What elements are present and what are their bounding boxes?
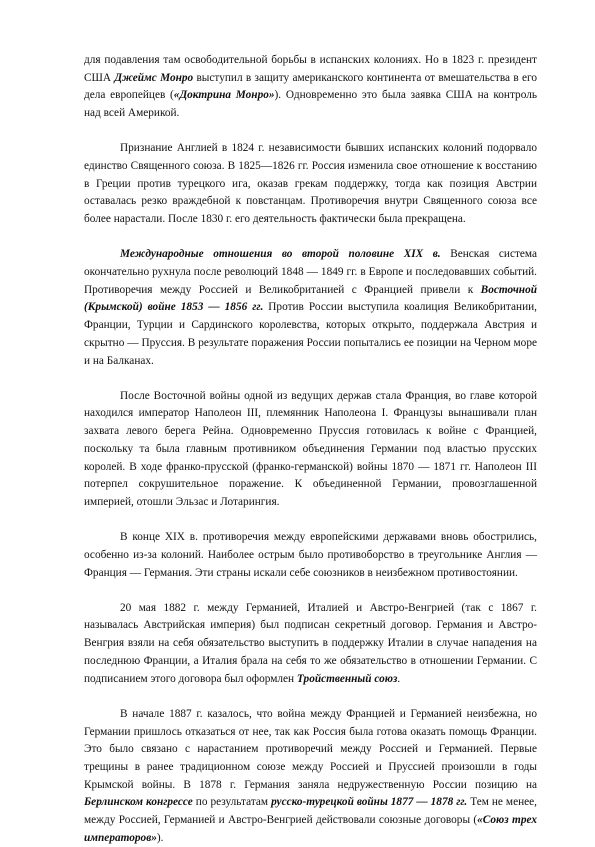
paragraph-text: 20 мая 1882 г. между Германией, Италией и Австро-Венгрией (так с 1867 г. называлась Австрийская империя) был подписан секретный договор. Германия и Австро-Венгрия взяли на себя обязательство выступить в поддержку Италии в случае нападения на последнюю Франции, а Италия брала на себя то же обязательство в отношении Германии. С подписанием этого договора был оформлен: [84, 601, 537, 685]
paragraph-text: выступил в защиту американского континента от вмешательства в его дела европейцев (: [84, 71, 537, 102]
emphasized-term: Берлинском конгрессе: [84, 796, 193, 809]
emphasized-term: «Союз трех императоров»: [84, 814, 537, 844]
emphasized-term: русско-турецкой войны 1877 — 1878 гг.: [271, 796, 468, 809]
paragraph: [84, 52, 537, 123]
paragraph-text: .: [397, 672, 401, 685]
paragraph: [84, 140, 537, 229]
paragraph: [84, 600, 537, 689]
emphasized-term: Джеймс Монро: [114, 71, 194, 84]
paragraph-text: Признание Англией в 1824 г. независимости бывших испанских колоний подорвало единство Священного союза. В 1825—1826 гг. Россия изменила свое отношение к восстанию в Греции против турецкого ига, оказав грекам поддержку, тогда как позиция Австрии оставалась резко враждебной к повстанцам. Противоречия внутри Священного союза все более нарастали. После 1830 г. его деятельность фактически была прекращена.: [84, 142, 537, 226]
paragraph-text: по результатам: [192, 796, 272, 809]
paragraph-text: После Восточной войны одной из ведущих держав стала Франция, во главе которой находился император Наполеон III, племянник Наполеона I. Французы вынашивали план захвата левого берега Рейна. Одновременно Пруссия готовилась к войне с Францией, поскольку та была главным противником объединения Германии под властью прусских королей. В ходе франко-прусской (франко-германской) войны 1870 — 1871 гг. Наполеон III потерпел сокрушительное поражение. К объединенной Германии, провозглашенной империей, отошли Эльзас и Лотарингия.: [84, 389, 537, 508]
paragraph: [84, 246, 537, 370]
emphasized-term: Восточной (Крымской) войне 1853 — 1856 гг.: [84, 283, 537, 314]
emphasized-term: Международные отношения во второй половине XIX в.: [120, 248, 441, 261]
document-body: [84, 52, 537, 847]
paragraph-text: В конце XIX в. противоречия между европейскими державами вновь обострились, особенно из-за колоний. Наиболее острым было противоборство в треугольнике Англия — Франция — Германия. Эти страны искали себе союзников в неизбежном противостоянии.: [84, 531, 537, 579]
paragraph-text: ). Одновременно это была заявка США на контроль над всей Америкой.: [84, 89, 537, 120]
paragraph-text: В начале 1887 г. казалось, что война между Францией и Германией неизбежна, но Германии пришлось отказаться от нее, так как Россия была готова оказать помощь Франции. Это было связано с нарастанием противоречий между Россией и Германией. Первые трещины в ранее традиционном союзе между Россией и Пруссией произошли в годы Крымской войны. В 1878 г. Германия заняла недружественную России позицию на: [84, 707, 537, 791]
emphasized-term: Тройственный союз: [296, 672, 398, 685]
paragraph: [84, 388, 537, 512]
paragraph-text: Венская система окончательно рухнула после революций 1848 — 1849 гг. в Европе и последовавших событий. Противоречия между Россией и Великобританией с Францией привели к: [84, 248, 537, 296]
paragraph-text: для подавления там освободительной борьбы в испанских колониях. Но в 1823 г. президент США: [84, 54, 537, 84]
paragraph: [84, 529, 537, 582]
paragraph-text: Тем не менее, между Россией, Германией и Австро-Венгрией действовали союзные договоры (: [84, 796, 537, 827]
emphasized-term: «Доктрина Монро»: [173, 89, 275, 102]
paragraph: [84, 706, 537, 847]
paragraph-text: ).: [156, 831, 164, 844]
paragraph-text: Против России выступила коалиция Великобритании, Франции, Турции и Сардинского королевства, которых открыто, поддержала Австрия и скрытно — Пруссия. В результате поражения России попытались ее позиции на Черном море и на Балканах.: [84, 301, 537, 367]
